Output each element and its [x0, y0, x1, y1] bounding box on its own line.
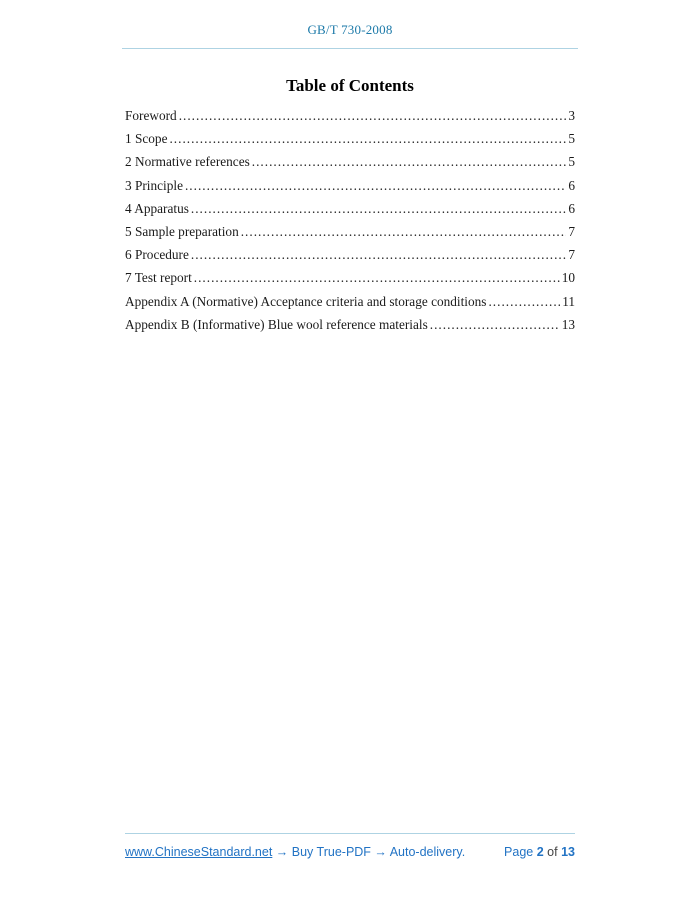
footer-promo: [125, 845, 465, 859]
footer-promo-text: → Buy True-PDF → Auto-delivery.: [272, 845, 466, 859]
website-link[interactable]: www.ChineseStandard.net: [125, 845, 273, 859]
total-page-number: 13: [561, 845, 575, 859]
document-footer: [125, 833, 575, 859]
toc-entry: [125, 247, 575, 270]
toc-entry: [125, 131, 575, 154]
toc-entry-page: 10: [561, 270, 575, 286]
toc-entry: [125, 108, 575, 131]
header-divider: [122, 48, 578, 49]
toc-entry-page: 7: [568, 223, 575, 239]
toc-dot-leader: [488, 294, 560, 310]
current-page-number: 2: [536, 845, 544, 859]
toc-dot-leader: [179, 108, 567, 124]
toc-entry-label: Appendix A (Normative) Acceptance criteria and storage conditions: [125, 293, 487, 309]
page-indicator-label: Page: [504, 845, 534, 859]
toc-entry: [125, 224, 575, 247]
page-indicator: [504, 845, 575, 859]
toc-entry-page: 5: [568, 154, 575, 170]
toc-entry: [125, 154, 575, 177]
toc-dot-leader: [252, 154, 567, 170]
toc-entry-page: 6: [568, 200, 575, 216]
toc-dot-leader: [241, 224, 567, 240]
toc-entry-page: 3: [568, 108, 575, 123]
table-of-contents: [125, 108, 575, 340]
toc-dot-leader: [185, 178, 566, 194]
toc-entry-page: 11: [562, 293, 575, 309]
page-indicator-of: of: [547, 845, 558, 859]
toc-entry-label: Appendix B (Informative) Blue wool reference materials: [125, 316, 428, 332]
toc-dot-leader: [191, 247, 566, 263]
toc-entry-label: 3 Principle: [125, 177, 183, 193]
toc-entry-page: 7: [568, 247, 575, 263]
toc-dot-leader: [191, 201, 566, 217]
page-title: Table of Contents: [286, 76, 414, 95]
toc-entry-page: 6: [568, 177, 575, 193]
toc-entry-page: 5: [568, 131, 575, 147]
document-number: GB/T 730-2008: [307, 22, 393, 37]
toc-entry: [125, 317, 575, 340]
toc-entry-label: 4 Apparatus: [125, 200, 189, 216]
toc-entry-label: 6 Procedure: [125, 247, 189, 263]
toc-dot-leader: [430, 317, 560, 333]
toc-entry: [125, 178, 575, 201]
toc-entry-label: 5 Sample preparation: [125, 223, 239, 239]
toc-entry-label: 7 Test report: [125, 270, 192, 286]
toc-entry: [125, 270, 575, 293]
document-header: [122, 22, 578, 49]
toc-entry-label: 1 Scope: [125, 131, 168, 147]
toc-entry: [125, 294, 575, 317]
toc-entry: [125, 201, 575, 224]
toc-entry-page: 13: [561, 316, 575, 332]
toc-entry-label: 2 Normative references: [125, 154, 250, 170]
toc-dot-leader: [169, 131, 566, 147]
toc-dot-leader: [194, 270, 560, 286]
toc-entry-label: Foreword: [125, 108, 177, 123]
